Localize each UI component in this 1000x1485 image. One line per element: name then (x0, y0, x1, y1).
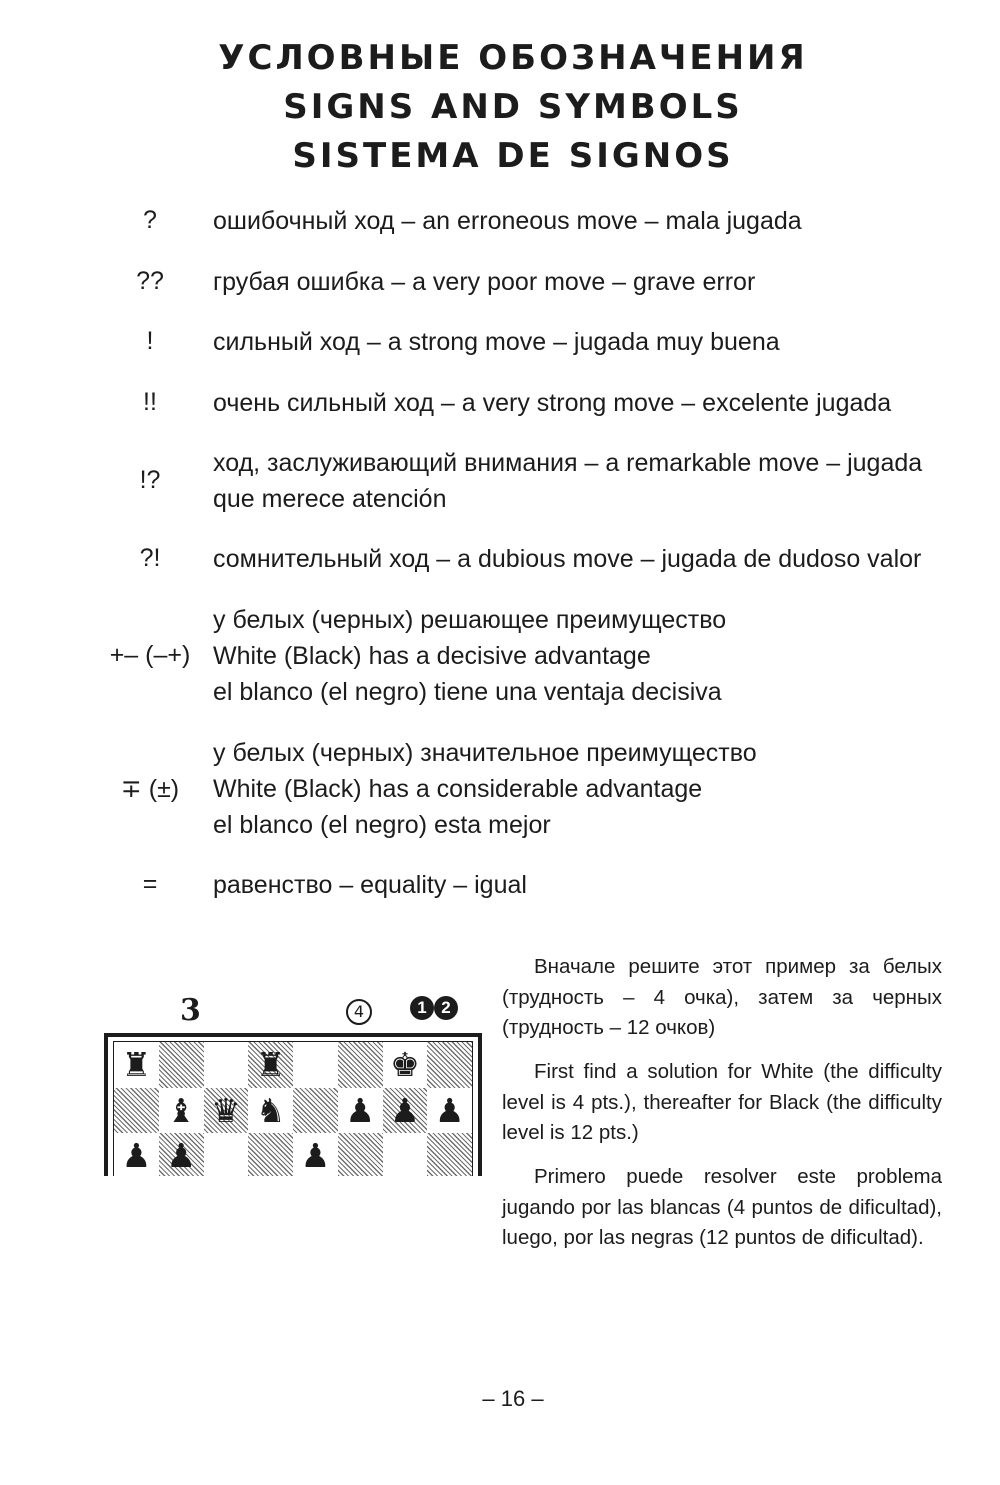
description-line: el blanco (el negro) tiene una ventaja decisiva (213, 678, 722, 706)
board-row (114, 1133, 472, 1176)
symbol-sign: ∓ (±) (120, 775, 180, 803)
board-square (159, 1042, 204, 1088)
symbol-sign: ?? (136, 267, 164, 295)
symbol-sign: +– (–+) (109, 641, 191, 669)
board-square (338, 1042, 383, 1088)
board-square (427, 1133, 472, 1176)
chess-piece: ♚ (390, 1045, 420, 1085)
chess-piece: ♞ (255, 1090, 286, 1130)
white-difficulty (346, 994, 372, 1027)
board-row (114, 1088, 472, 1134)
board-square (114, 1133, 159, 1176)
description-line: очень сильный ход – a very strong move – excelente jugada (213, 389, 892, 417)
symbol-description (213, 324, 780, 360)
board-square (338, 1088, 383, 1134)
symbol-description (213, 264, 755, 300)
title-russian: УСЛОВНЫЕ ОБОЗНАЧЕНИЯ (218, 38, 808, 78)
black-points-digit: 2 (434, 996, 458, 1020)
chess-piece: ♟ (300, 1136, 331, 1176)
board-square (248, 1042, 293, 1088)
title-english: SIGNS AND SYMBOLS (283, 87, 743, 127)
symbol-description (213, 541, 921, 577)
chess-piece: ♛ (211, 1090, 241, 1130)
paragraph: Вначале решите этот пример за белых (трудность – 4 очка), затем за черных (трудность – 12 очков) (502, 955, 942, 1039)
description-line: у белых (черных) решающее преимущество (213, 606, 727, 634)
chess-piece: ♟ (345, 1090, 375, 1130)
board-square (248, 1088, 293, 1134)
page-title (0, 34, 1000, 181)
description-line: сильный ход – a strong move – jugada muy buena (213, 328, 780, 356)
problem-text-spanish (502, 1162, 942, 1254)
board-square (383, 1042, 428, 1088)
symbol-sign: ! (146, 327, 154, 355)
symbol-description (213, 385, 891, 421)
white-points-badge: 4 (346, 999, 372, 1025)
page-number: – 16 – (482, 1386, 544, 1411)
chess-piece: ♜ (121, 1045, 152, 1085)
board-square (159, 1088, 204, 1134)
board-square (114, 1042, 159, 1088)
symbol-description (213, 602, 726, 710)
board-square (204, 1133, 249, 1176)
diagram-number: 3 (180, 993, 201, 1028)
symbol-sign: = (142, 870, 158, 898)
chess-board (113, 1041, 473, 1176)
chess-diagram (104, 1033, 482, 1176)
paragraph: First find a solution for White (the difficulty level is 4 pts.), thereafter for Black (the difficulty level is 12 pts.) (502, 1060, 942, 1144)
board-square (293, 1088, 338, 1134)
description-line: у белых (черных) значительное преимущество (213, 739, 757, 767)
symbol-description (213, 867, 527, 903)
paragraph: Primero puede resolver este problema jugando por las blancas (4 puntos de dificultad), luego, por las negras (12 puntos de dificultad). (502, 1165, 942, 1249)
description-line: ход, заслуживающий внимания – a remarkable move – jugada (213, 449, 923, 477)
board-square (293, 1133, 338, 1176)
chess-piece: ♟ (121, 1136, 152, 1176)
chess-piece: ♟ (434, 1090, 465, 1130)
black-difficulty (410, 996, 458, 1020)
black-points-digit: 1 (410, 996, 434, 1020)
problem-text-russian (502, 952, 942, 1044)
description-line: грубая ошибка – a very poor move – grave error (213, 268, 756, 296)
chess-piece: ♝ (166, 1090, 196, 1130)
description-line: el blanco (el negro) esta mejor (213, 811, 551, 839)
description-line: que merece atención (213, 485, 447, 513)
title-spanish: SISTEMA DE SIGNOS (292, 136, 734, 176)
board-row (114, 1042, 472, 1088)
board-square (427, 1088, 472, 1134)
symbol-sign: !! (143, 388, 157, 416)
board-square (204, 1088, 249, 1134)
symbol-sign: !? (139, 466, 161, 494)
board-square (338, 1133, 383, 1176)
board-square (383, 1133, 428, 1176)
board-square (293, 1042, 338, 1088)
description-line: сомнительный ход – a dubious move – jugada de dudoso valor (213, 545, 922, 573)
chess-piece: ♟ (390, 1090, 420, 1130)
board-square (204, 1042, 249, 1088)
board-square (159, 1133, 204, 1176)
symbol-sign: ? (143, 206, 157, 234)
description-line: White (Black) has a decisive advantage (213, 642, 651, 670)
description-line: равенство – equality – igual (213, 871, 527, 899)
symbol-description (213, 203, 802, 239)
symbol-description (213, 735, 757, 843)
description-line: White (Black) has a considerable advantage (213, 775, 703, 803)
chess-piece: ♜ (255, 1045, 286, 1085)
description-line: ошибочный ход – an erroneous move – mala jugada (213, 207, 802, 235)
symbol-description (213, 445, 922, 517)
chess-piece: ♟ (166, 1136, 196, 1176)
problem-text-english (502, 1057, 942, 1149)
board-square (114, 1088, 159, 1134)
board-square (248, 1133, 293, 1176)
board-square (383, 1088, 428, 1134)
board-square (427, 1042, 472, 1088)
symbol-sign: ?! (139, 544, 161, 572)
